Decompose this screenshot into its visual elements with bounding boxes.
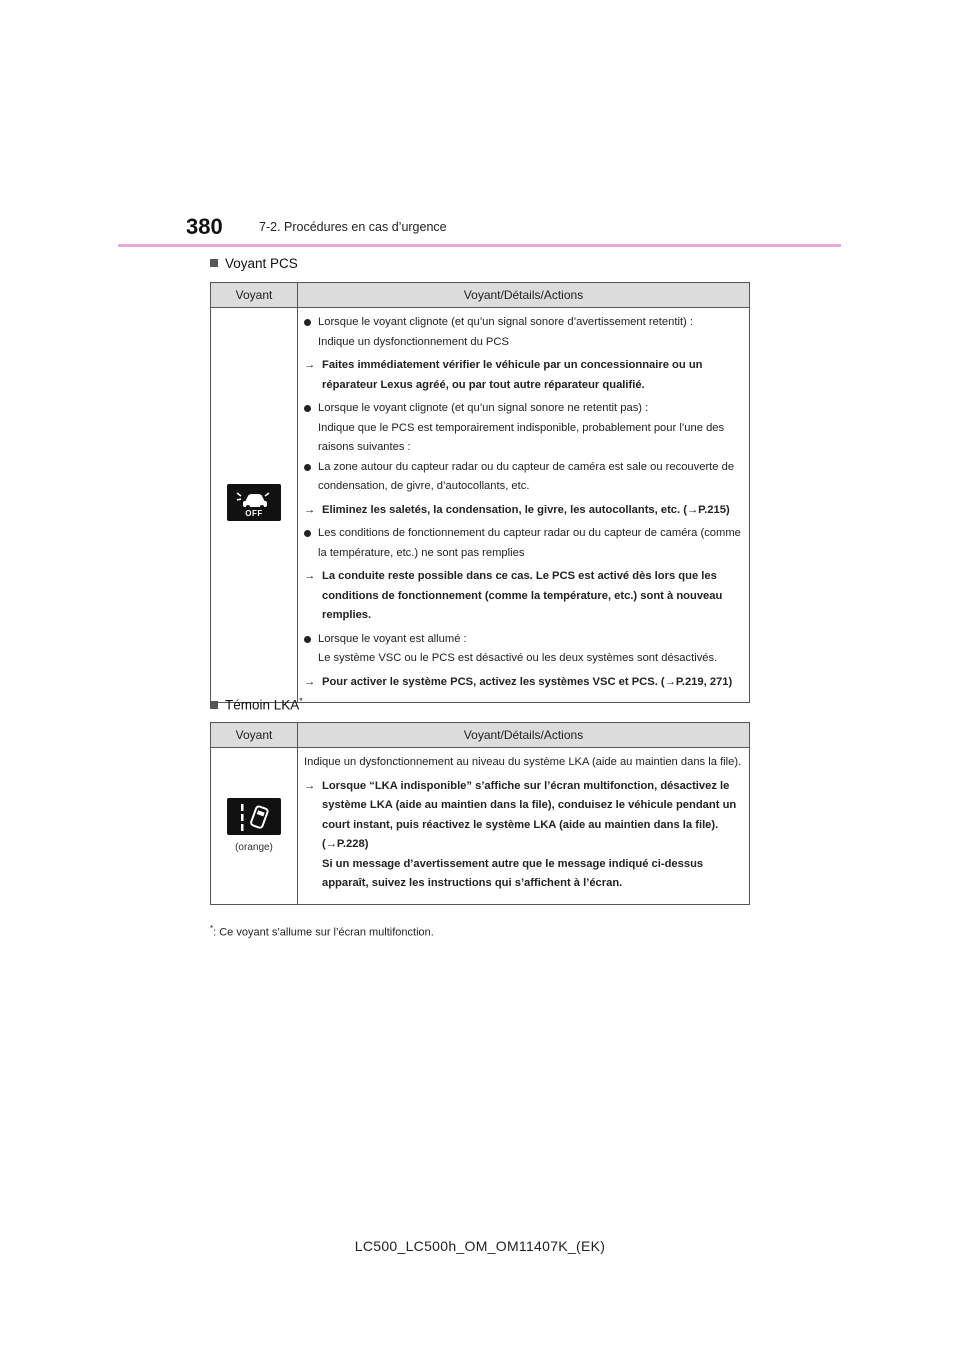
column-header-indicator: Voyant: [211, 723, 298, 748]
action-item: [304, 501, 743, 521]
lka-description: Indique un dysfonctionnement au niveau du système LKA (aide au maintien dans la file).: [304, 756, 742, 768]
detail-text: Indique que le PCS est temporairement indisponible, probablement pour l’une des raisons suivantes :: [318, 421, 725, 453]
action-item: [304, 567, 743, 626]
detail-text: Le système VSC ou le PCS est désactivé ou les deux systèmes sont désactivés.: [318, 652, 718, 664]
bullet-dot-icon: [304, 464, 311, 471]
bullet-item: [304, 524, 743, 563]
bullet-item: [304, 630, 743, 650]
action-text: Pour activer le système PCS, activez les systèmes VSC et PCS. (→P.219, 271): [322, 675, 733, 688]
table-row: [211, 748, 750, 905]
section-title-text: Témoin LKA: [225, 697, 300, 713]
bullet-item: [304, 399, 743, 419]
bullet-dot-icon: [304, 530, 311, 537]
section-title-pcs: [210, 256, 298, 271]
details-cell: [298, 748, 750, 905]
column-header-details: Voyant/Détails/Actions: [298, 283, 750, 308]
icon-caption: (orange): [235, 842, 273, 854]
details-cell: [298, 308, 750, 703]
arrow-right-icon: →: [304, 779, 316, 792]
arrow-right-icon: →: [304, 359, 316, 371]
section-title-lka: [210, 696, 303, 713]
action-text: Eliminez les saletés, la condensation, le givre, les autocollants, etc. (→P.215): [322, 503, 730, 516]
action-item: [304, 673, 743, 693]
lka-table: [210, 722, 750, 905]
bullet-dot-icon: [304, 405, 311, 412]
header-rule: [118, 244, 841, 247]
bullet-text: La zone autour du capteur radar ou du capteur de caméra est sale ou recouverte de condensation, de givre, d’autocollants, etc.: [318, 460, 735, 492]
document-code: LC500_LC500h_OM_OM11407K_(EK): [354, 1238, 606, 1254]
action-line: (→P.228): [322, 838, 369, 850]
table-header-row: [211, 723, 750, 748]
section-square-icon: [210, 701, 218, 709]
bullet-dot-icon: [304, 319, 311, 326]
footnote-text: : Ce voyant s’allume sur l’écran multifonction.: [213, 926, 434, 939]
section-square-icon: [210, 259, 218, 267]
action-item: [304, 356, 743, 395]
pcs-off-label: OFF: [245, 509, 263, 518]
footnote-marker: *: [299, 696, 303, 706]
table-row: [211, 308, 750, 703]
column-header-details: Voyant/Détails/Actions: [298, 723, 750, 748]
bullet-text: Les conditions de fonctionnement du capteur radar ou du capteur de caméra (comme la température, etc.) ne sont pas remplies: [318, 527, 741, 559]
arrow-right-icon: →: [304, 675, 316, 688]
page-number: 380: [186, 214, 223, 239]
lka-lane-icon: [227, 798, 281, 835]
chapter-title: 7-2. Procédures en cas d’urgence: [259, 220, 447, 234]
bullet-dot-icon: [304, 636, 311, 643]
action-line: Lorsque “LKA indisponible” s’affiche sur l’écran multifonction, désactivez le système LKA (aide au maintien dans la file), conduisez le véhicule pendant un court instant, puis réactivez le système LKA (aide au maintien dans la file).: [322, 779, 737, 831]
section-title-text: Voyant PCS: [225, 256, 298, 271]
bullet-item: [304, 313, 743, 333]
pcs-table: [210, 282, 750, 703]
pcs-warning-icon: [227, 484, 281, 521]
indicator-cell: [211, 748, 298, 905]
lka-lane-graphic: [227, 798, 281, 835]
action-line: Si un message d’avertissement autre que le message indiqué ci-dessus apparaît, suivez les instructions qui s’affichent à l’écran.: [322, 857, 704, 889]
detail-text: Indique un dysfonctionnement du PCS: [318, 335, 509, 348]
column-header-indicator: Voyant: [211, 283, 298, 308]
footnote-marker: *: [210, 924, 214, 933]
arrow-right-icon: →: [304, 570, 316, 582]
action-text: La conduite reste possible dans ce cas. Le PCS est activé dès lors que les conditions de fonctionnement (comme la température, etc.) sont à nouveau remplies.: [322, 570, 723, 621]
action-text: Faites immédiatement vérifier le véhicule par un concessionnaire ou un réparateur Lexus agréé, ou par tout autre réparateur qualifié.: [322, 359, 703, 391]
bullet-text: Lorsque le voyant est allumé :: [318, 632, 467, 645]
table-header-row: [211, 283, 750, 308]
action-item: [304, 777, 743, 894]
bullet-item: [304, 458, 743, 497]
footnote: [210, 924, 434, 939]
arrow-right-icon: →: [304, 503, 316, 516]
bullet-text: Lorsque le voyant clignote (et qu’un signal sonore d’avertissement retentit) :: [318, 316, 693, 328]
indicator-cell: [211, 308, 298, 703]
bullet-text: Lorsque le voyant clignote (et qu’un signal sonore ne retentit pas) :: [318, 402, 649, 414]
